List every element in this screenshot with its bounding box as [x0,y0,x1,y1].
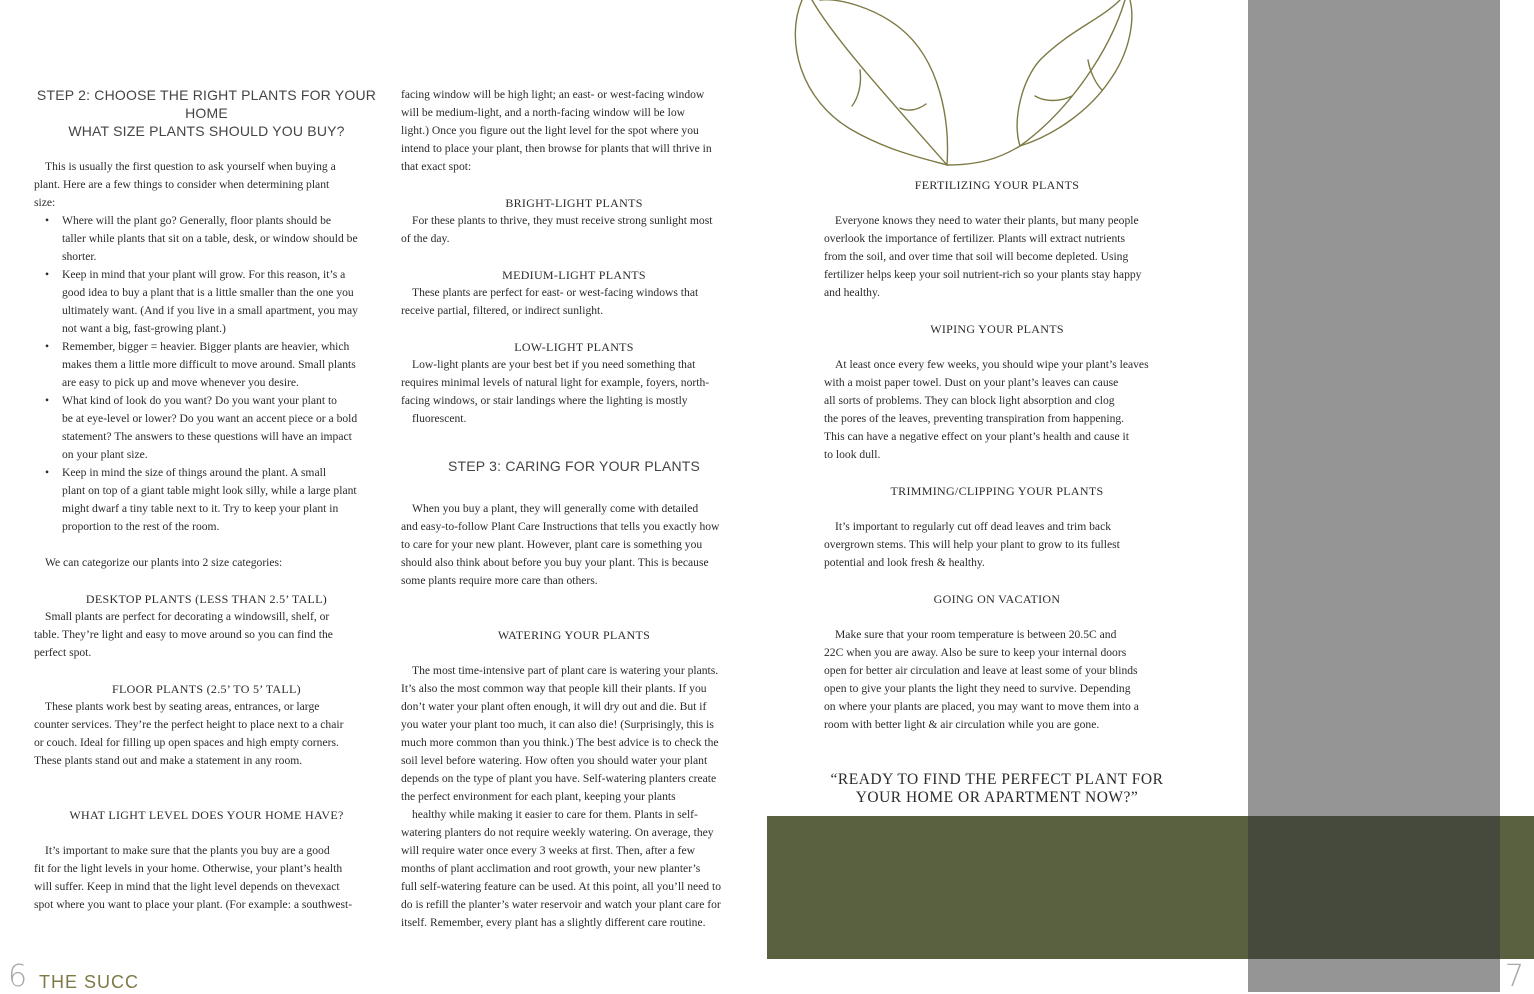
size-considerations-list [34,212,379,536]
watering-heading: WATERING YOUR PLANTS [497,628,651,642]
magazine-name: THE SUCC [39,972,140,992]
list-item: • Remember, bigger = heavier. Bigger plants are heavier, which makes them a little more difficult to move around. Small plants are easy to pick up and move whenever you desire. [45,340,356,389]
light-level-text: It’s important to make sure that the plants you buy are a good fit for the light levels in your home. Otherwise, your plant’s health will suffer. Keep in mind that the light level depends on thevexact spot where you want to place your plant. (For example: a southwest- [34,844,353,911]
olive-banner-overlap [1248,816,1500,959]
page-number-right: 7 [1505,959,1525,994]
list-item: • Keep in mind that your plant will grow. For this reason, it’s a good idea to buy a plant that is a little smaller than the one you ultimately want. (And if you live in a small apartment, you may not want a big, fast-growing plant.) [45,268,358,335]
low-light-heading: LOW-LIGHT PLANTS [514,340,634,354]
left-leaf-detail [852,70,861,106]
light-level-continued: facing window will be high light; an east- or west-facing window will be medium-light, and a north-facing window will be low light.) Once you figure out the light level for the spot where you intend to place your plant, then browse for plants that will thrive in that exact spot: [401,88,712,173]
medium-light-text: These plants are perfect for east- or west-facing windows that receive partial, filtered, or indirect sunlight. [401,286,699,317]
page-number-left: 6 [8,959,28,994]
bright-light-text: For these plants to thrive, they must receive strong sunlight most of the day. [401,214,713,245]
fertilizing-text: Everyone knows they need to water their plants, but many people overlook the importance of fertilizer. Plants will extract nutrients from the soil, and over time that soil will become depleted. Using fertilizer helps keep your soil nutrient-rich so your plants stay happy and healthy. [824,214,1142,299]
watering-text: The most time-intensive part of plant care is watering your plants. It’s also the most common way that people kill their plants. If you don’t water your plant often enough, it will dry out and die. But if you water your plant too much, it can also die! (Surprisingly, this is much more common than you think.) The best advice is to check the soil level before watering. How often you should water your plant depends on the type of plant you have. Self-watering planters create the perfect environment for each plant, keeping your plants healthy while making it easier to care for them. Plants in self- watering planters do not require weekly watering. On average, they will require water once every 3 weeks at first. Then, after a few months of plant acclimation and root growth, your new planter’s full self-watering feature can be used. At this point, all you’ll need to do is refill the planter’s water reservoir and watch your plant care for itself. Remember, every plant has a slightly different care routine. [401,664,722,929]
fertilizing-heading: FERTILIZING YOUR PLANTS [914,178,1080,192]
desktop-plants-heading: DESKTOP PLANTS (LESS THAN 2.5’ TALL) [85,592,328,606]
low-light-text: Low-light plants are your best bet if you need something that requires minimal levels of natural light for example, foyers, north- facing windows, or stair landings where the lighting is mostly fluorescent. [401,358,710,425]
step3-text: When you buy a plant, they will generally come with detailed and easy-to-follow Plant Care Instructions that tells you exactly how to care for your new plant. However, plant care is something you should also think about before you buy your plant. This is because some plants require more care than others. [401,502,720,587]
list-item: • Where will the plant go? Generally, floor plants should be taller while plants that sit on a table, desk, or window should be shorter. [45,214,358,263]
right-leaf-outline [1017,0,1132,146]
medium-light-heading: MEDIUM-LIGHT PLANTS [502,268,646,282]
right-leaf-vein [1020,0,1125,146]
step2-title: STEP 2: CHOOSE THE RIGHT PLANTS FOR YOUR HOME WHAT SIZE PLANTS SHOULD YOU BUY? [36,87,377,139]
list-item: • What kind of look do you want? Do you want your plant to be at eye-level or lower? Do you want an accent piece or a bold statement? The answers to these questions will have an impact on your plant size. [45,394,358,461]
categorize-text: We can categorize our plants into 2 size categories: [45,556,283,569]
intro-paragraph: This is usually the first question to ask yourself when buying a plant. Here are a few things to consider when determining plant size: [34,160,336,209]
trimming-text: It’s important to regularly cut off dead leaves and trim back overgrown stems. This will help your plant to grow to its fullest potential and look fresh & healthy. [824,520,1120,569]
list-item: • Keep in mind the size of things around the plant. A small plant on top of a giant table might look silly, while a large plant might dwarf a tiny table next to it. Try to keep your plant in proportion to the rest of the room. [45,466,357,533]
floor-plants-heading: FLOOR PLANTS (2.5’ TO 5’ TALL) [112,682,301,696]
left-leaf-vein [812,0,947,165]
vacation-heading: GOING ON VACATION [933,592,1061,606]
column-middle [401,86,747,932]
column-left [34,86,379,914]
leaf-illustration [790,0,1150,170]
wiping-heading: WIPING YOUR PLANTS [930,322,1064,336]
vacation-text: Make sure that your room temperature is between 20.5C and 22C when you are away. Also be sure to keep your internal doors open for better air circulation and leave at least some of your blinds open to give your plants the light they need to survive. Depending on where your plants are placed, you may want to move them into a room with better light & air circulation while you are gone. [824,628,1139,731]
bright-light-heading: BRIGHT-LIGHT PLANTS [505,196,643,210]
floor-plants-text: These plants work best by seating areas, entrances, or large counter services. They’re the perfect height to place next to a chair or couch. Ideal for filling up open spaces and high empty corners. These plants stand out and make a statement in any room. [34,700,344,767]
trimming-heading: TRIMMING/CLIPPING YOUR PLANTS [890,484,1104,498]
desktop-plants-text: Small plants are perfect for decorating a windowsill, shelf, or table. They’re light and easy to move around so you can find the perfect spot. [34,610,333,659]
step3-title: STEP 3: CARING FOR YOUR PLANTS [447,458,701,474]
light-level-heading: WHAT LIGHT LEVEL DOES YOUR HOME HAVE? [69,808,344,822]
pull-quote: “READY TO FIND THE PERFECT PLANT FOR YOUR HOME OR APARTMENT NOW?” [830,771,1164,806]
wiping-text: At least once every few weeks, you should wipe your plant’s leaves with a moist paper towel. Dust on your plant’s leaves can cause all sorts of problems. They can block light absorption and clog the pores of the leaves, preventing transpiration from happening. This can have a negative effect on your plant’s health and cause it to look dull. [824,358,1149,461]
left-leaf-detail [900,104,926,110]
leaf-stem [947,146,1020,165]
right-leaf-detail [1035,96,1072,101]
column-right [824,176,1170,734]
